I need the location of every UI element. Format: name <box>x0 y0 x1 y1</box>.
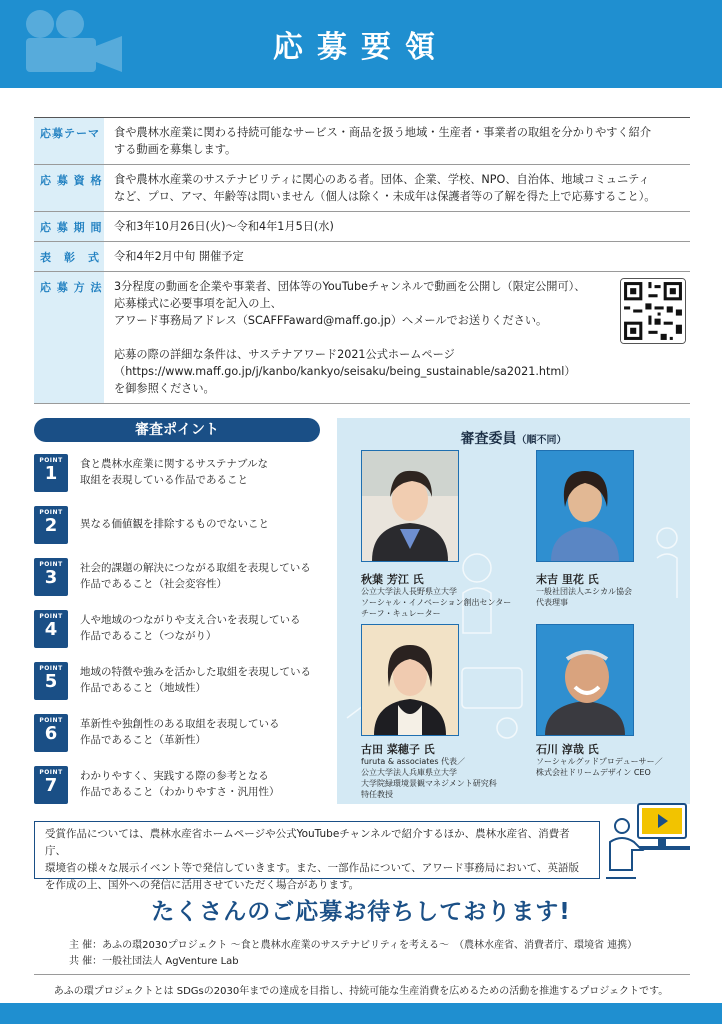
divider <box>34 974 690 975</box>
judge-name: 末吉 里花 氏 <box>536 573 599 586</box>
judge-role: ソーシャルグッドプロデューサー／ 株式会社ドリームデザイン CEO <box>536 757 663 777</box>
point-badge: POINT 1 <box>34 454 68 492</box>
row-text: する動画を募集します。 <box>114 143 237 156</box>
row-period <box>34 212 690 242</box>
row-label: 表 彰 式 <box>34 242 104 271</box>
point-text: 食と農林水産業に関するサステナブルな 取組を表現している作品であること <box>80 458 268 486</box>
row-text: を御参照ください。 <box>114 382 215 395</box>
points-heading: 審査ポイント <box>34 418 320 442</box>
point-text: 人や地域のつながりや支え合いを表現している 作品であること（つながり） <box>80 614 301 642</box>
judge-photo <box>361 450 459 562</box>
point-text: 異なる価値観を排除するものでないこと <box>80 518 269 530</box>
judge-role: 一般社団法人エシカル協会 代表理事 <box>536 587 632 607</box>
footer-text: あふの環プロジェクトとは SDGsの2030年までの達成を目指し、持続可能な生産消費を広めるための活動を推進するプロジェクトです。 <box>53 986 669 997</box>
row-label: 応 募 方 法 <box>34 272 104 403</box>
point-text: 社会的課題の解決につながる取組を表現している 作品であること（社会変容性） <box>80 562 311 590</box>
row-text: 令和4年2月中旬 開催予定 <box>114 250 244 263</box>
row-label: 応 募 資 格 <box>34 165 104 211</box>
organizer-main: 主 催：あふの環2030プロジェクト ～食と農林水産業のサステナビリティを考える～ （農林水産省、消費者庁、環境省 連携） <box>69 940 638 951</box>
judges-panel <box>337 418 690 804</box>
row-label: 応 募 期 間 <box>34 212 104 241</box>
point-badge: POINT 7 <box>34 766 68 804</box>
judge-name: 石川 淳哉 氏 <box>536 743 599 756</box>
point-item <box>34 610 324 650</box>
point-badge: POINT 2 <box>34 506 68 544</box>
point-item <box>34 766 324 806</box>
row-text: 3分程度の動画を企業や事業者、団体等のYouTubeチャンネルで動画を公開し（限定公開可）、 <box>114 280 586 293</box>
row-eligibility <box>34 165 690 212</box>
call-to-action: たくさんのご応募お待ちしております! <box>151 899 571 925</box>
judges-heading: 審査委員 <box>460 431 517 447</box>
point-badge: POINT 3 <box>34 558 68 596</box>
qr-code-icon[interactable] <box>620 278 686 344</box>
judge-photo <box>361 624 459 736</box>
person-at-computer-icon <box>602 800 692 882</box>
point-badge: POINT 4 <box>34 610 68 648</box>
judge-name: 秋葉 芳江 氏 <box>361 573 424 586</box>
row-theme <box>34 118 690 165</box>
row-text: 応募様式に必要事項を記入の上、 <box>114 297 282 310</box>
page-title: 応募要領 <box>273 30 449 65</box>
row-text: 令和3年10月26日(火)～令和4年1月5日(水) <box>114 220 334 233</box>
point-text: 地域の特徴や強みを活かした取組を表現している 作品であること（地域性） <box>80 666 311 694</box>
point-badge: POINT 6 <box>34 714 68 752</box>
header-banner <box>0 0 722 88</box>
organizer-co: 共 催：一般社団法人 AgVenture Lab <box>69 956 239 967</box>
point-text: 革新性や独創性のある取組を表現している 作品であること（革新性） <box>80 718 280 746</box>
footer-bar <box>0 1003 722 1024</box>
point-item <box>34 662 324 702</box>
judge-name: 古田 菜穂子 氏 <box>361 743 435 756</box>
row-ceremony <box>34 242 690 272</box>
url-link[interactable]: （https://www.maff.go.jp/j/kanbo/kankyo/seisaku/being_sustainable/sa2021.html） <box>114 365 576 378</box>
point-item <box>34 506 324 546</box>
judge-photo <box>536 450 634 562</box>
point-item <box>34 558 324 598</box>
judges-heading-note: （順不同） <box>516 435 567 446</box>
row-text: 応募の際の詳細な条件は、サステナアワード2021公式ホームページ <box>114 348 455 361</box>
point-badge: POINT 5 <box>34 662 68 700</box>
judge-role: furuta & associates 代表／ 公立大学法人兵庫県立大学 大学院緑環境景観マネジメント研究科 特任教授 <box>361 757 497 799</box>
point-item <box>34 714 324 754</box>
point-item <box>34 454 324 494</box>
email-text[interactable]: アワード事務局アドレス（SCAFFFaward@maff.go.jp）へメールでお送りください。 <box>114 314 548 327</box>
judge-role: 公立大学法人長野県立大学 ソーシャル・イノベーション創出センター チーフ・キュレーター <box>361 587 512 618</box>
publication-note: 受賞作品については、農林水産省ホームページや公式YouTubeチャンネルで紹介するほか、農林水産省、消費者庁、 環境省の様々な展示イベント等で発信していきます。また、一部作品について、アワード事務局において、英語版 を作成の上、国外への発信に活用させていただく場合があります。 <box>34 821 600 879</box>
row-label: 応募テーマ <box>34 118 104 164</box>
row-text: など、プロ、アマ、年齢等は問いません（個人は除く・未成年は保護者等の了解を得た上で応募すること）。 <box>114 190 656 203</box>
judge-photo <box>536 624 634 736</box>
row-text: 食や農林水産業のサステナビリティに関心のある者。団体、企業、学校、NPO、自治体、地域コミュニティ <box>114 173 650 186</box>
row-text: 食や農林水産業に関わる持続可能なサービス・商品を扱う地域・生産者・事業者の取組を分かりやすく紹介 <box>114 126 652 139</box>
point-text: わかりやすく、実践する際の参考となる 作品であること（わかりやすさ・汎用性） <box>80 770 280 798</box>
row-method <box>34 272 690 404</box>
application-info-table <box>34 117 690 404</box>
